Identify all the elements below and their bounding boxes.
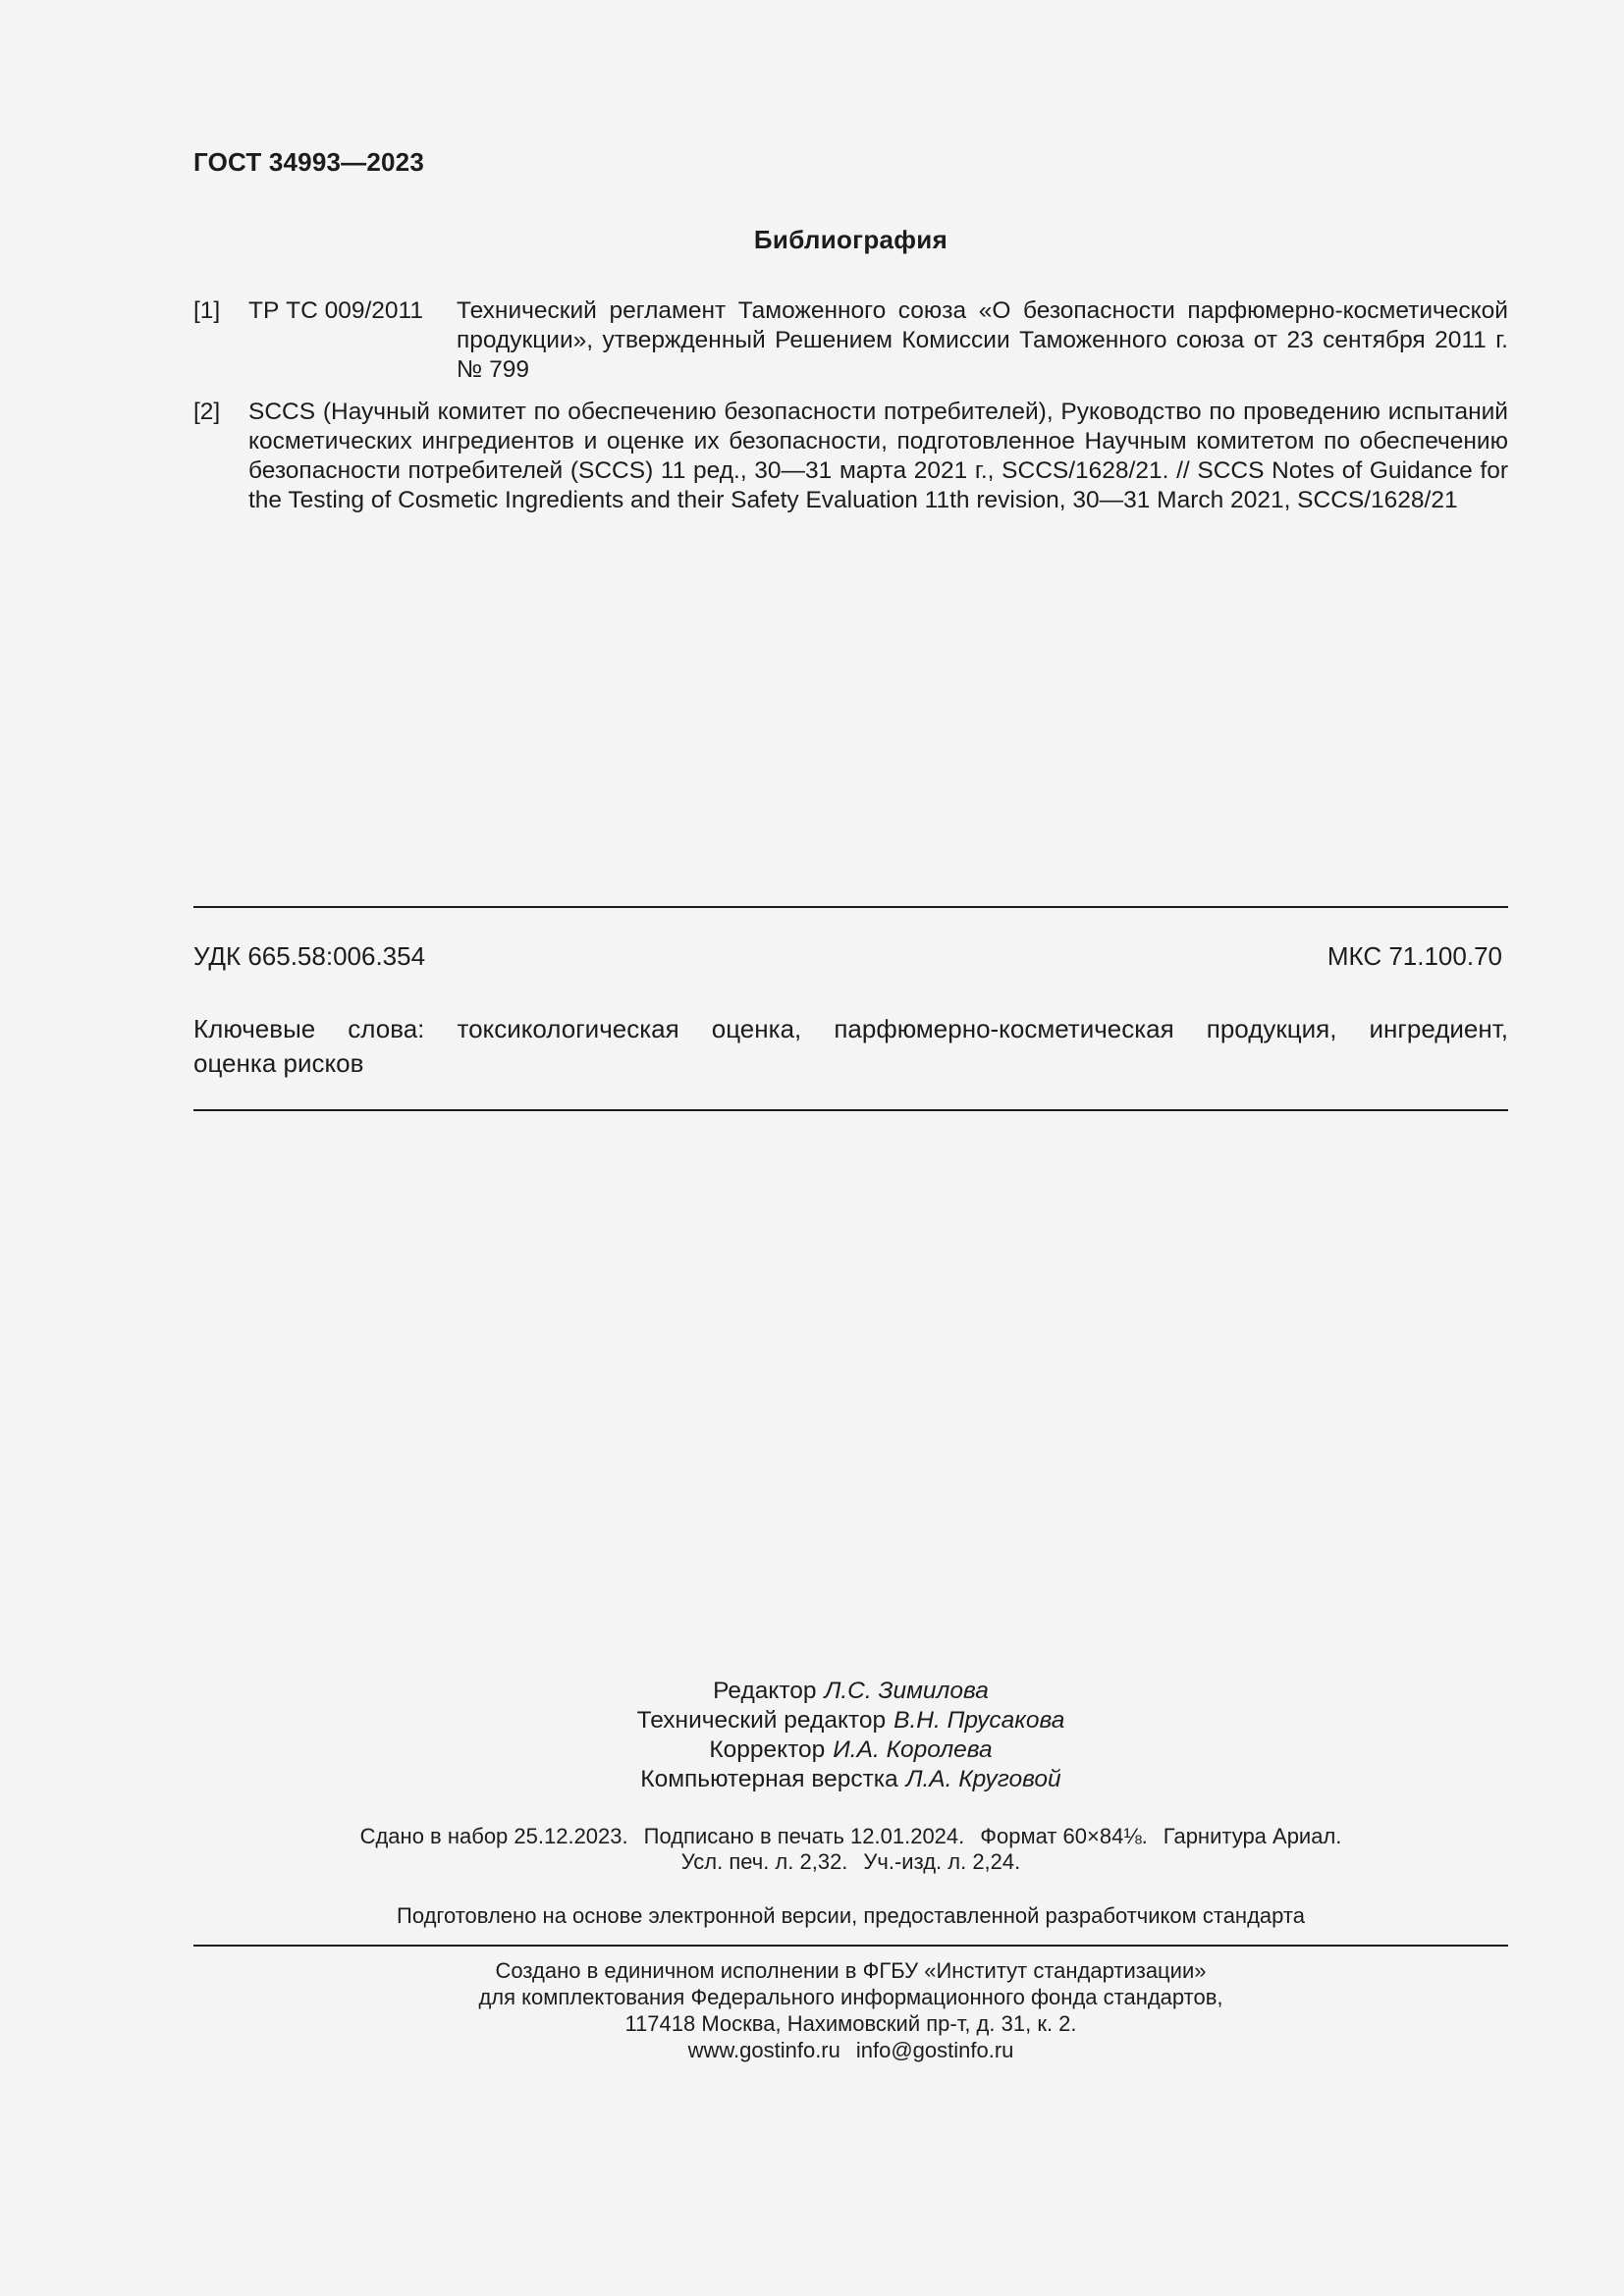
typeface: Гарнитура Ариал.	[1163, 1824, 1342, 1848]
credit-row	[0, 1735, 1624, 1765]
bibliography-item	[193, 296, 1508, 385]
document-code-header: ГОСТ 34993—2023	[193, 147, 424, 177]
divider-line	[193, 1109, 1508, 1111]
imprint-line: 117418 Москва, Нахимовский пр-т, д. 31, к. 2.	[624, 2011, 1077, 2036]
divider-line	[193, 1945, 1508, 1947]
print-format: Формат 60×84⅛.	[980, 1824, 1148, 1848]
email-link[interactable]: info@gostinfo.ru	[855, 2038, 1014, 2062]
credit-row	[0, 1765, 1624, 1794]
keywords	[193, 1012, 1508, 1081]
publisher-sheets: Уч.-изд. л. 2,24.	[863, 1849, 1021, 1874]
bibliography-item	[193, 398, 1508, 515]
credit-row	[0, 1677, 1624, 1706]
reference-text: Технический регламент Таможенного союза «О безопасности парфюмерно-косметической продукции», утвержденный Решением Комиссии Таможенного союза от 23 сентября 2011 г. № 799	[457, 297, 1508, 383]
credit-name: И.А. Королева	[833, 1736, 993, 1763]
divider-line	[193, 906, 1508, 908]
prepared-note: Подготовлено на основе электронной версии, предоставленной разработчиком стандарта	[397, 1903, 1305, 1928]
credit-name: В.Н. Прусакова	[893, 1707, 1065, 1734]
reference-code: ТР ТС 009/2011	[248, 297, 423, 324]
credits-block	[0, 1677, 1624, 1794]
submitted-date: Сдано в набор 25.12.2023.	[359, 1824, 628, 1848]
signed-date: Подписано в печать 12.01.2024.	[643, 1824, 965, 1848]
credit-role: Редактор	[713, 1678, 817, 1704]
keywords-line: Ключевые слова: токсикологическая оценка, парфюмерно-косметическая продукция, ингредиент,	[193, 1014, 1508, 1043]
credit-name: Л.А. Круговой	[905, 1766, 1061, 1792]
reference-text: SCCS (Научный комитет по обеспечению безопасности потребителей), Руководство по проведению испытаний косметических ингредиентов и оценке их безопасности, подготовленное Научным комитетом по обеспечению безопасности потребителей (SCCS) 11 ред., 30—31 марта 2021 г., SCCS/1628/21. // SCCS Notes of Guidance for the Testing of Cosmetic Ingredients and their Safety Evaluation 11th revision, 30—31 March 2021, SCCS/1628/21	[248, 399, 1508, 513]
bibliography-title: Библиография	[753, 225, 948, 254]
print-info-line	[0, 1849, 1624, 1875]
reference-number: [2]	[193, 399, 221, 425]
reference-number: [1]	[193, 297, 221, 324]
print-info	[0, 1824, 1624, 1875]
print-info-line	[0, 1824, 1624, 1849]
keywords-line: оценка рисков	[193, 1048, 364, 1078]
credit-role: Корректор	[709, 1736, 826, 1763]
mks-code: МКС 71.100.70	[1326, 941, 1502, 971]
credit-role: Технический редактор	[636, 1707, 887, 1734]
credit-name: Л.С. Зимилова	[824, 1678, 989, 1704]
imprint-contacts	[0, 2037, 1624, 2063]
credit-role: Компьютерная верстка	[640, 1766, 898, 1792]
website-link[interactable]: www.gostinfo.ru	[687, 2038, 840, 2062]
imprint-line: для комплектования Федерального информационного фонда стандартов,	[478, 1985, 1223, 2009]
printed-sheets: Усл. печ. л. 2,32.	[680, 1849, 848, 1874]
imprint-line: Создано в единичном исполнении в ФГБУ «Институт стандартизации»	[495, 1958, 1207, 1983]
udk-code: УДК 665.58:006.354	[193, 941, 426, 971]
imprint-block	[0, 1957, 1624, 2063]
credit-row	[0, 1706, 1624, 1735]
